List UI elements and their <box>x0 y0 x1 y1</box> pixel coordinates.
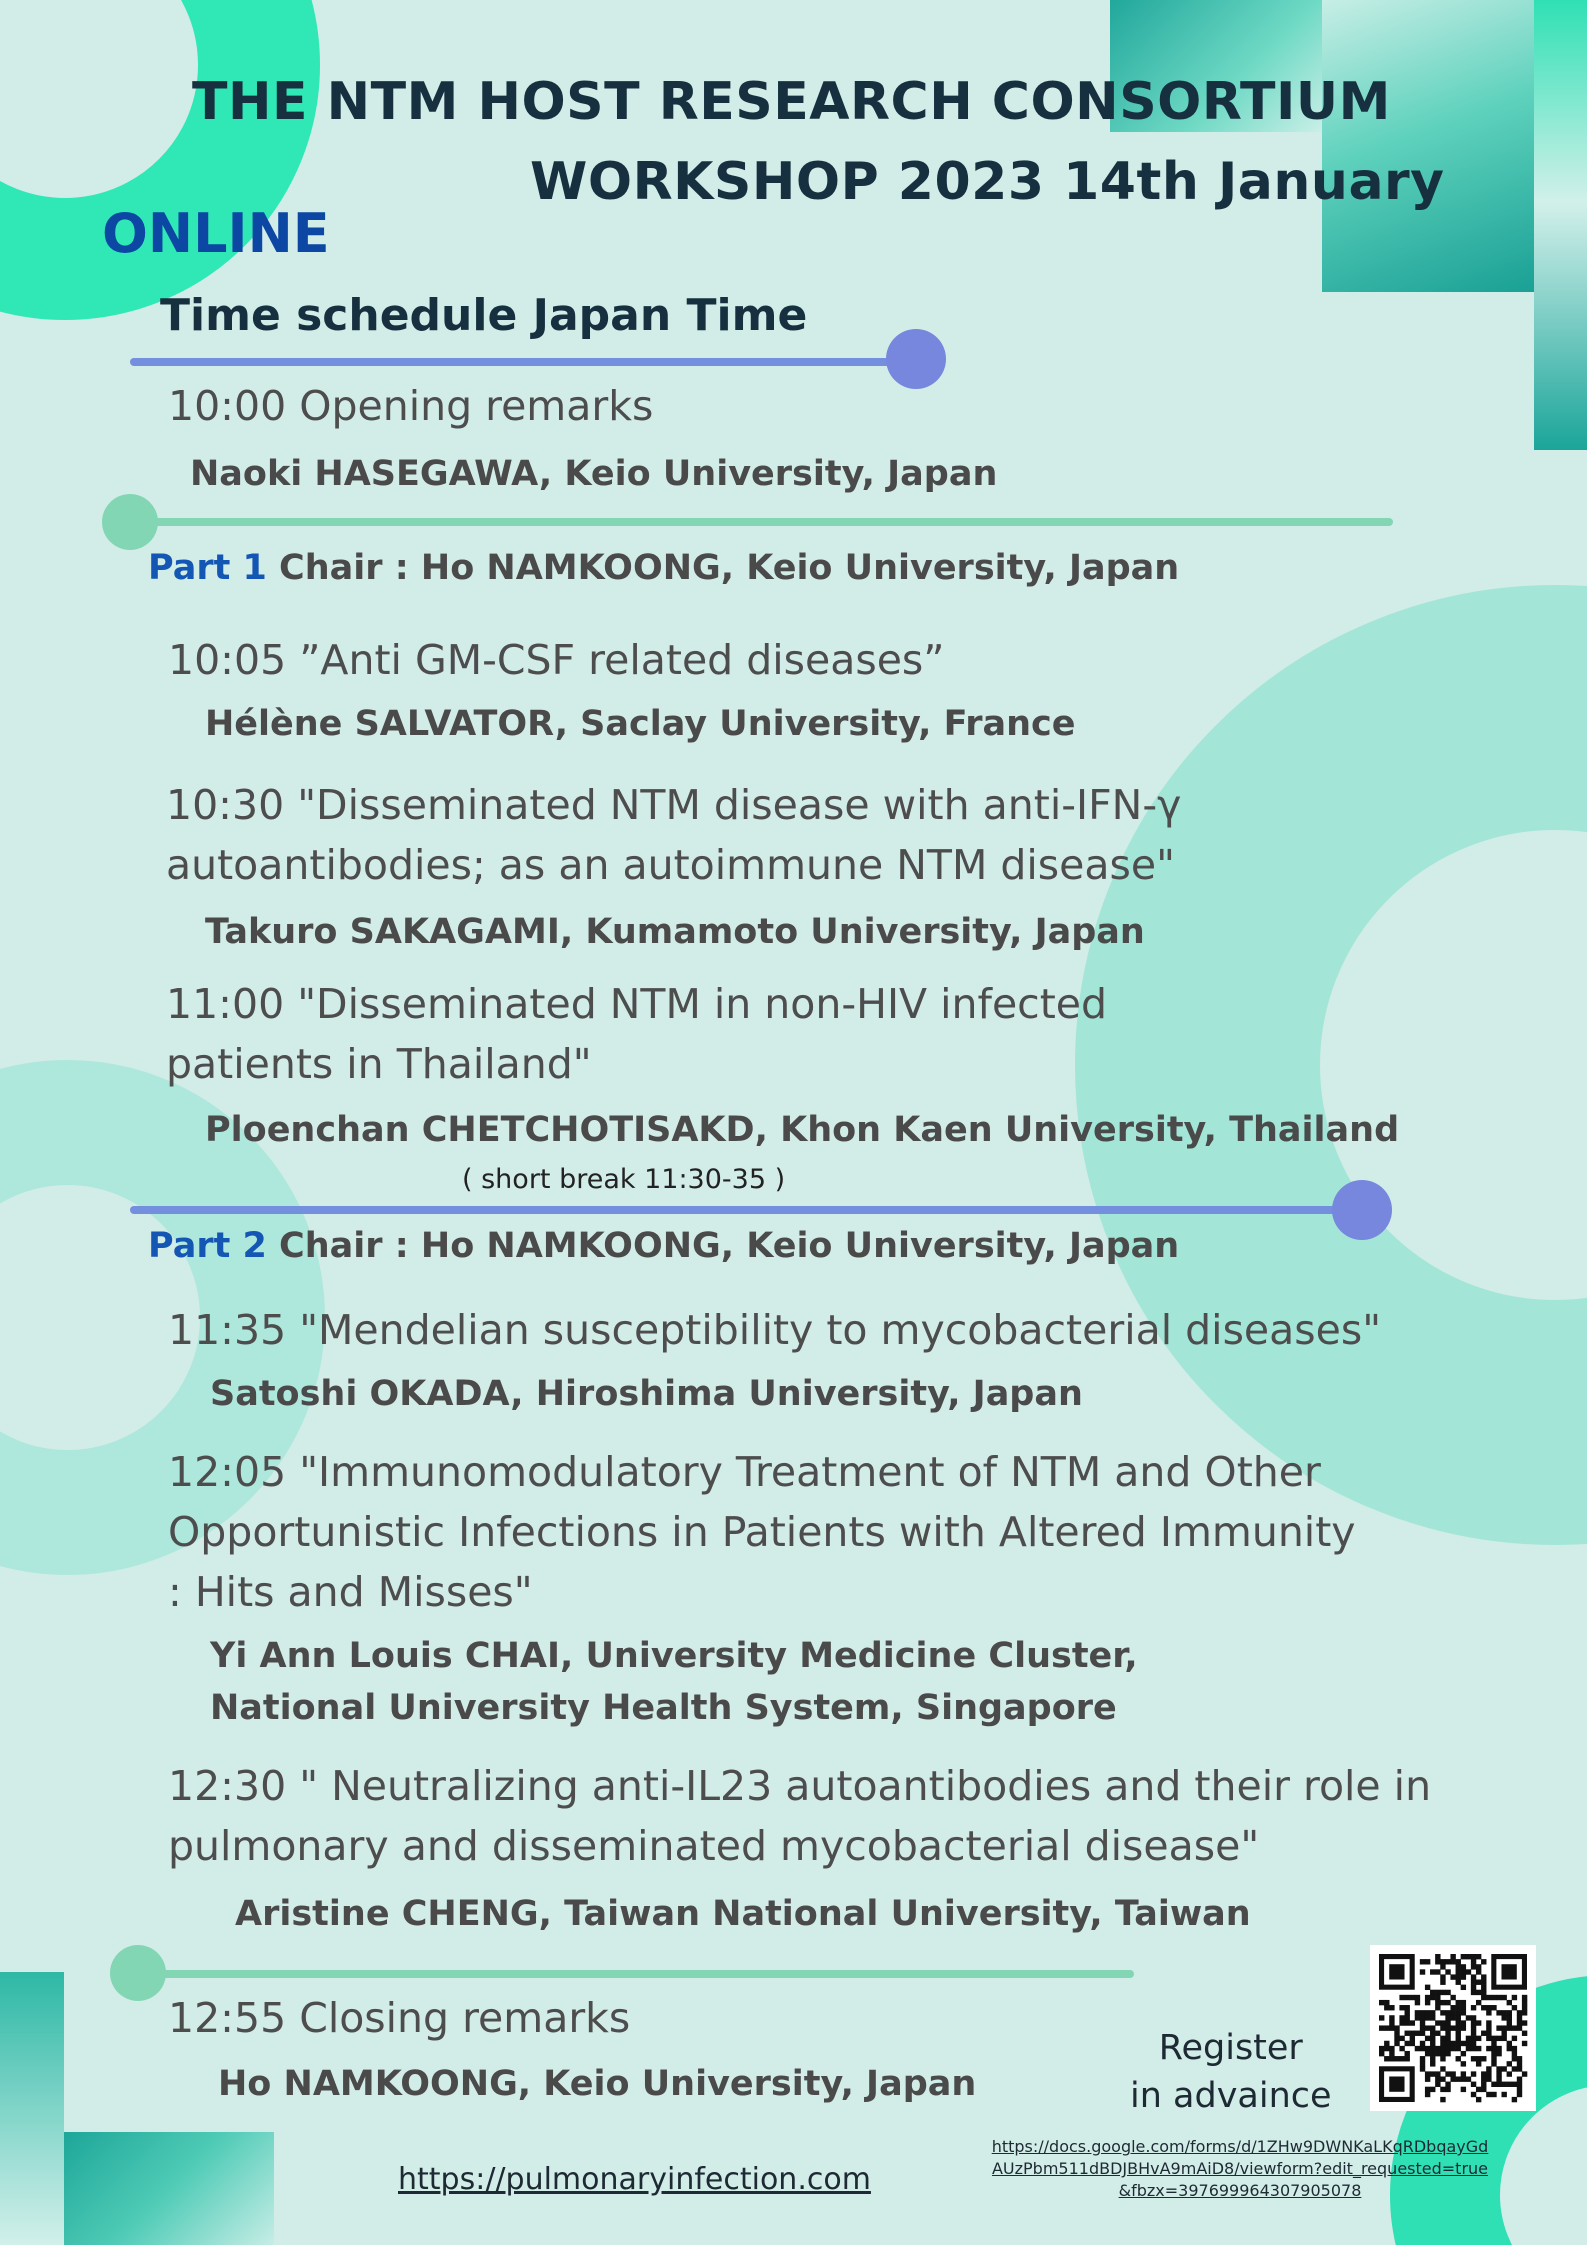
divider-dot <box>1332 1180 1392 1240</box>
talk-speaker: Hélène SALVATOR, Saclay University, France <box>205 704 1076 744</box>
part1-chair: Chair : Ho NAMKOONG, Keio University, Japan <box>266 548 1180 588</box>
register-line2: in advaince <box>1130 2076 1332 2116</box>
talk-title: pulmonary and disseminated mycobacterial disease" <box>168 1822 1260 1870</box>
decorative-block-bottom-left-2 <box>64 2132 274 2245</box>
divider-line <box>135 518 1393 526</box>
online-label: ONLINE <box>102 202 330 265</box>
registration-form-link[interactable]: https://docs.google.com/forms/d/1ZHw9DWNKaLKqRDbqayGdAUzPbm511dBDJBHvA9mAiD8/viewform?edit_requested=true&fbzx=397699964307905078 <box>991 2137 1489 2200</box>
register-text <box>1130 2024 1332 2120</box>
divider-line <box>130 358 910 366</box>
decorative-block-top-right-3 <box>1534 0 1587 450</box>
closing-talk: 12:55 Closing remarks <box>168 1994 631 2042</box>
closing-speaker: Ho NAMKOONG, Keio University, Japan <box>218 2064 977 2104</box>
part2-chair: Chair : Ho NAMKOONG, Keio University, Japan <box>266 1226 1180 1266</box>
part2-header <box>148 1226 1179 1266</box>
talk-speaker: Yi Ann Louis CHAI, University Medicine Cluster, <box>210 1636 1138 1676</box>
talk-title: 11:35 "Mendelian susceptibility to mycobacterial diseases" <box>168 1306 1382 1354</box>
divider-line <box>140 1970 1134 1978</box>
website-link[interactable]: https://pulmonaryinfection.com <box>398 2162 871 2197</box>
decorative-ring-right <box>1075 585 1587 1545</box>
part1-label: Part 1 <box>148 548 267 588</box>
talk-speaker: Aristine CHENG, Taiwan National University, Taiwan <box>235 1894 1251 1934</box>
talk-speaker: National University Health System, Singapore <box>210 1688 1117 1728</box>
opening-talk: 10:00 Opening remarks <box>168 382 654 430</box>
page-title-line2: WORKSHOP 2023 14th January <box>530 152 1445 212</box>
talk-title: 12:30 " Neutralizing anti-IL23 autoantibodies and their role in <box>168 1762 1432 1810</box>
decorative-block-top-right-2 <box>1322 0 1534 292</box>
talk-speaker: Takuro SAKAGAMI, Kumamoto University, Japan <box>205 912 1145 952</box>
break-note: ( short break 11:30-35 ) <box>462 1164 786 1195</box>
divider-line <box>130 1206 1370 1214</box>
opening-speaker: Naoki HASEGAWA, Keio University, Japan <box>190 454 998 494</box>
talk-title: 10:05 ”Anti GM-CSF related diseases” <box>168 636 945 684</box>
talk-title: patients in Thailand" <box>166 1040 592 1088</box>
decorative-block-bottom-left-1 <box>0 1972 64 2245</box>
register-line1: Register <box>1158 2028 1303 2068</box>
divider-dot <box>886 329 946 389</box>
decorative-ring-top-left <box>0 0 320 320</box>
talk-title: Opportunistic Infections in Patients with Altered Immunity <box>168 1508 1356 1556</box>
talk-speaker: Satoshi OKADA, Hiroshima University, Japan <box>210 1374 1083 1414</box>
part2-label: Part 2 <box>148 1226 267 1266</box>
talk-speaker: Ploenchan CHETCHOTISAKD, Khon Kaen University, Thailand <box>205 1110 1400 1150</box>
talk-title: 12:05 "Immunomodulatory Treatment of NTM and Other <box>168 1448 1321 1496</box>
schedule-header: Time schedule Japan Time <box>160 290 808 341</box>
talk-title: 11:00 "Disseminated NTM in non-HIV infected <box>166 980 1108 1028</box>
talk-title: 10:30 "Disseminated NTM disease with anti-IFN-γ <box>166 781 1182 829</box>
qr-code-icon[interactable] <box>1370 1945 1536 2111</box>
part1-header <box>148 548 1179 588</box>
page-title-line1: THE NTM HOST RESEARCH CONSORTIUM <box>192 72 1391 132</box>
talk-title: : Hits and Misses" <box>168 1568 533 1616</box>
qr-code-graphic <box>1370 1945 1536 2111</box>
talk-title: autoantibodies; as an autoimmune NTM disease" <box>166 841 1175 889</box>
